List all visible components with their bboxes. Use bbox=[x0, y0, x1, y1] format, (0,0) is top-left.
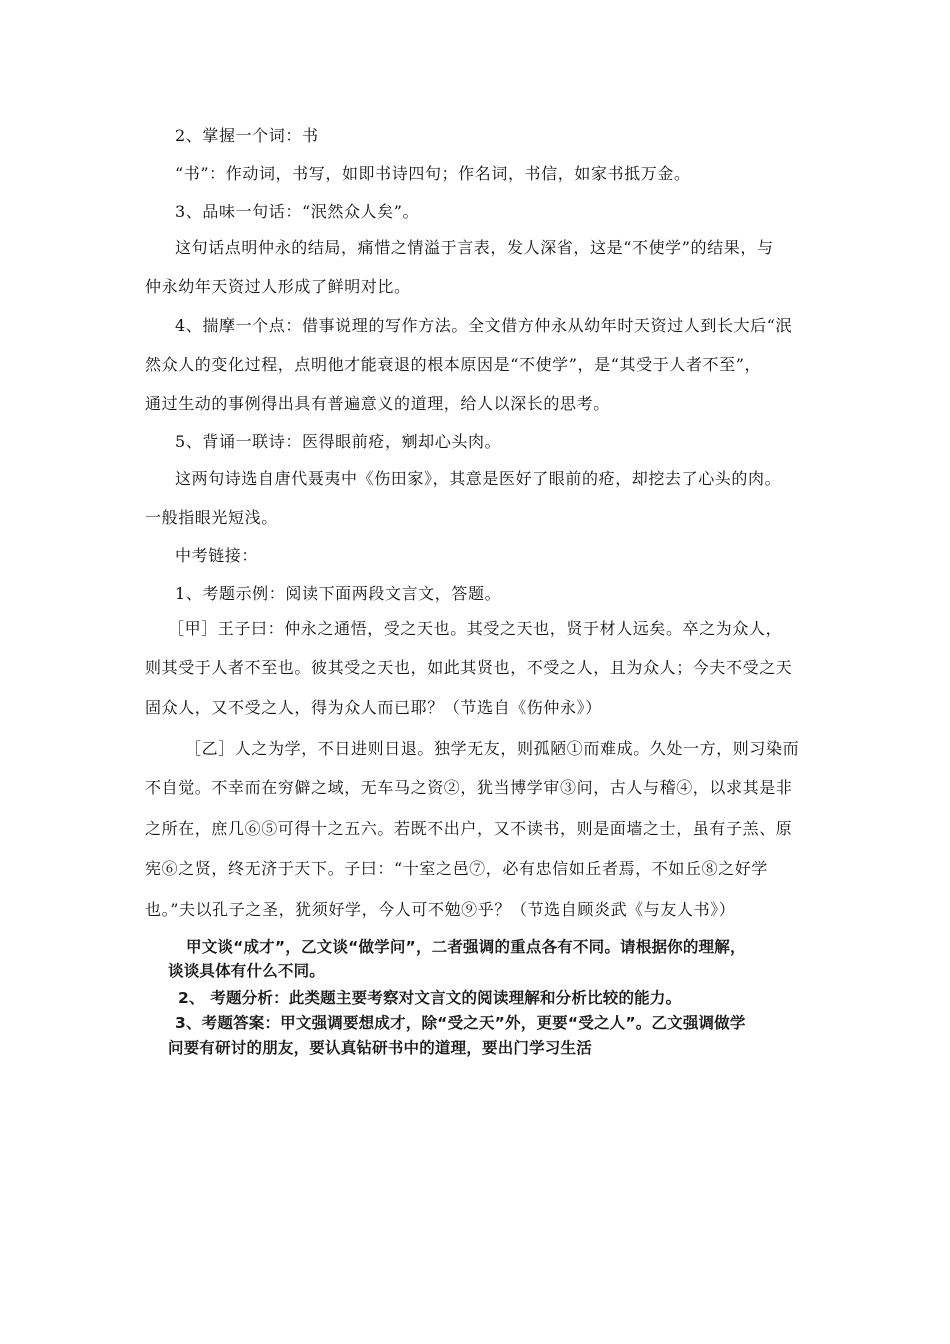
passage-yi-line-3: 之所在，庶几⑥⑤可得十之五六。若既不出户，又不读书，则是面墙之士，虽有子羔、原 bbox=[145, 819, 793, 838]
passage-jia-line-2: 则其受于人者不至也。彼其受之天也，如此其贤也，不受之人，且为众人；今夫不受之天 bbox=[145, 658, 793, 677]
passage-jia-line-1: ［甲］王子曰：仲永之通悟，受之天也。其受之天也，贤于材人远矣。卒之为众人， bbox=[168, 619, 783, 638]
exam-question-line-1: 甲文谈“成才”，乙文谈“做学问”，二者强调的重点各有不同。请根据你的理解， bbox=[186, 938, 746, 956]
exam-question-line-2: 谈谈具体有什么不同。 bbox=[168, 962, 326, 980]
point-4-line-3: 通过生动的事例得出具有普遍意义的道理，给人以深长的思考。 bbox=[145, 394, 610, 413]
exam-answer-line-1: 3、考题答案：甲文强调要想成才，除“受之天”外，更要“受之人”。乙文强调做学 bbox=[175, 1014, 746, 1032]
passage-jia-line-3: 固众人，又不受之人，得为众人而已耶？（节选自《伤仲永》） bbox=[145, 698, 602, 717]
point-2-body: “书”：作动词，书写，如即书诗四句；作名词，书信，如家书抵万金。 bbox=[175, 164, 691, 183]
exam-q1-heading: 1、考题示例：阅读下面两段文言文，答题。 bbox=[175, 584, 502, 603]
exam-analysis: 2、 考题分析：此类题主要考察对文言文的阅读理解和分析比较的能力。 bbox=[178, 989, 682, 1007]
exam-link-heading: 中考链接： bbox=[175, 546, 259, 565]
point-3-body-line-2: 仲永幼年天资过人形成了鲜明对比。 bbox=[145, 277, 411, 296]
point-5-body-line-1: 这两句诗选自唐代聂夷中《伤田家》，其意是医好了眼前的疮，却挖去了心头的肉。 bbox=[175, 469, 782, 488]
passage-yi-line-5: 也。”夫以孔子之圣，犹须好学，今人可不勉⑨乎？（节选自顾炎武《与友人书》） bbox=[145, 900, 736, 919]
point-3-heading: 3、品味一句话：“泯然众人矣”。 bbox=[175, 202, 420, 221]
point-5-heading: 5、背诵一联诗：医得眼前疮，剜却心头肉。 bbox=[175, 432, 502, 451]
point-4-line-1: 4、揣摩一个点：借事说理的写作方法。全文借方仲永从幼年时天资过人到长大后“泯 bbox=[175, 316, 793, 335]
point-5-body-line-2: 一般指眼光短浅。 bbox=[145, 508, 278, 527]
point-4-line-2: 然众人的变化过程，点明他才能衰退的根本原因是“不使学”，是“其受于人者不至”， bbox=[145, 355, 762, 374]
exam-answer-line-2: 问要有研讨的朋友，要认真钻研书中的道理，要出门学习生活 bbox=[168, 1039, 592, 1057]
passage-yi-line-4: 宪⑥之贤，终无济于天下。子曰：“十室之邑⑦，必有忠信如丘者焉，不如丘⑧之好学 bbox=[145, 859, 768, 878]
passage-yi-line-2: 不自觉。不幸而在穷僻之域，无车马之资②，犹当博学审③问，古人与稽④，以求其是非 bbox=[145, 778, 793, 797]
point-2-heading: 2、掌握一个词：书 bbox=[175, 126, 319, 145]
point-3-body-line-1: 这句话点明仲永的结局，痛惜之情溢于言表，发人深省，这是“不使学”的结果，与 bbox=[175, 238, 774, 257]
passage-yi-line-1: ［乙］人之为学，不日进则日退。独学无友，则孤陋①而难成。久处一方，则习染而 bbox=[185, 739, 800, 758]
